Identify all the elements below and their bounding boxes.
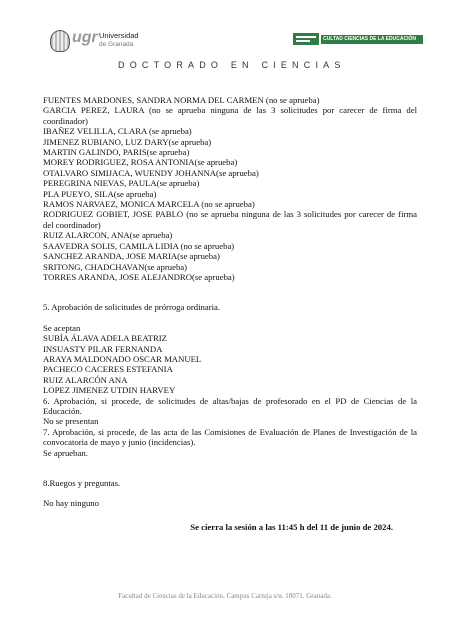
list-item: PEREGRINA NIEVAS, PAULA(se aprueba)	[43, 178, 200, 189]
section-5-title: 5. Aprobación de solicitudes de prórroga ordinaria.	[43, 302, 221, 313]
accepted-name: INSUASTY PILAR FERNANDA	[43, 343, 163, 354]
accepted-name: LOPEZ JIMENEZ UTDIN HARVEY	[43, 385, 176, 396]
list-item: SANCHEZ ARANDA, JOSE MARIA(se aprueba)	[43, 251, 220, 262]
section-7-result: Se aprueban.	[43, 447, 88, 458]
section-8-result: No hay ninguno	[43, 498, 99, 509]
page-header	[0, 0, 450, 80]
list-item: IBAÑEZ VELILLA, CLARA (se aprueba)	[43, 126, 192, 137]
list-item: OTALVARO SIMIJACA, WUENDY JOHANNA(se aprueba)	[43, 167, 259, 178]
faculty-logo	[293, 32, 423, 46]
list-item: PLA PUEYO, SILA(se aprueba)	[43, 188, 157, 199]
list-item: RAMOS NARVAEZ, MONICA MARCELA (no se aprueba)	[43, 199, 255, 210]
faculty-logo-text: CULTAD CIENCIAS DE LA EDUCACIÓN	[321, 35, 423, 44]
document-body	[43, 95, 417, 532]
list-item: JIMENEZ RUBIANO, LUZ DARY(se aprueba)	[43, 136, 212, 147]
university-city: de Granada	[99, 41, 134, 48]
list-item: GARCIA PEREZ, LAURA (no se aprueba ninguna de las 3 solicitudes por carecer de firma del	[43, 105, 417, 116]
faculty-building-icon	[293, 33, 319, 45]
accepted-name: ARAYA MALDONADO OSCAR MANUEL	[43, 353, 202, 364]
university-seal-icon	[50, 30, 70, 52]
accepted-name: PACHECO CACERES ESTEFANIA	[43, 364, 173, 375]
list-item: coordinador)	[43, 115, 88, 126]
list-item: MOREY RODRIGUEZ, ROSA ANTONIA(se aprueba)	[43, 157, 238, 168]
list-item: FUENTES MARDONES, SANDRA NORMA DEL CARMEN (no se aprueba)	[43, 95, 320, 105]
list-item: SAAVEDRA SOLIS, CAMILA LIDIA (no se aprueba)	[43, 240, 235, 251]
section-7-title-cont: convocatoria de mayo y junio (incidencias).	[43, 437, 196, 448]
program-title: DOCTORADO EN CIENCIAS	[118, 60, 346, 70]
section-8-title: 8.Ruegos y preguntas.	[43, 478, 121, 488]
list-item: SRITONG, CHADCHAVAN(se aprueba)	[43, 261, 188, 272]
closing-statement: Se cierra la sesión a las 11:45 h del 11 de junio de 2024.	[190, 521, 393, 532]
footer-address: Facultad de Ciencias de la Educación. Campus Cartuja s/n. 18071. Granada.	[118, 592, 332, 600]
accepted-name: RUIZ ALARCÓN ANA	[43, 374, 128, 385]
list-item: RODRIGUEZ GOBIET, JOSE PABLO (no se aprueba ninguna de las 3 solicitudes por carecer de firma	[43, 209, 417, 220]
list-item: MARTIN GALINDO, PARIS(se aprueba)	[43, 147, 190, 158]
list-item: del coordinador)	[43, 219, 101, 230]
university-name	[99, 31, 139, 49]
section-6-title-cont: Educación.	[43, 405, 82, 416]
section-6-title: 6. Aprobación, si procede, de solicitudes de altas/bajas de profesorado en el PD de Ciencias de la	[43, 395, 417, 406]
section-6-result: No se presentan	[43, 416, 99, 427]
list-item: RUIZ ALARCON, ANA(se aprueba)	[43, 230, 173, 241]
university-name-line: Universidad	[99, 31, 139, 40]
accepted-label: Se aceptan	[43, 322, 81, 333]
accepted-name: SUBÍA ÁLAVA ADELA BEATRIZ	[43, 333, 167, 344]
section-7-title: 7. Aprobación, si procede, de las acta de las Comisiones de Evaluación de Planes de Investigación de la	[43, 426, 417, 437]
list-item: TORRES ARANDA, JOSE ALEJANDRO(se aprueba)	[43, 271, 235, 282]
ugr-logo-word: ugr	[72, 29, 98, 46]
